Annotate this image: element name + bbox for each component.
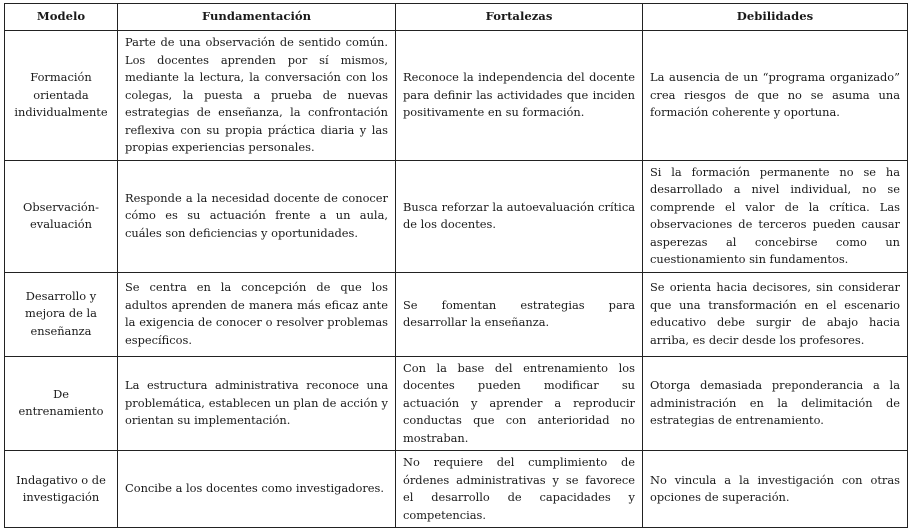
header-fundamentacion: Fundamentación — [118, 4, 396, 31]
cell-fundamentacion: La estructura administrativa reconoce una problemática, establecen un plan de acción y orientan su implementación. — [118, 356, 396, 451]
header-modelo: Modelo — [5, 4, 118, 31]
table-row — [5, 272, 908, 356]
table-row — [5, 451, 908, 528]
cell-fundamentacion: Concibe a los docentes como investigadores. — [118, 451, 396, 528]
cell-modelo: Observación-evaluación — [5, 160, 118, 272]
table-row — [5, 31, 908, 161]
cell-modelo: Indagativo o de investigación — [5, 451, 118, 528]
cell-fundamentacion: Responde a la necesidad docente de conocer cómo es su actuación frente a un aula, cuáles son deficiencias y oportunidades. — [118, 160, 396, 272]
cell-modelo: Desarrollo y mejora de la enseñanza — [5, 272, 118, 356]
cell-debilidades: La ausencia de un “programa organizado” crea riesgos de que no se asuma una formación coherente y oportuna. — [643, 31, 908, 161]
cell-debilidades: Si la formación permanente no se ha desarrollado a nivel individual, no se comprende el valor de la crítica. Las observaciones de terceros pueden causar asperezas al concebirse como un cuestionamiento sin fundamentos. — [643, 160, 908, 272]
cell-fortalezas: Se fomentan estrategias para desarrollar la enseñanza. — [396, 272, 643, 356]
cell-fortalezas: No requiere del cumplimiento de órdenes administrativas y se favorece el desarrollo de capacidades y competencias. — [396, 451, 643, 528]
cell-fortalezas: Reconoce la independencia del docente para definir las actividades que inciden positivamente en su formación. — [396, 31, 643, 161]
header-fortalezas: Fortalezas — [396, 4, 643, 31]
cell-fundamentacion: Se centra en la concepción de que los adultos aprenden de manera más eficaz ante la exigencia de conocer o resolver problemas específicos. — [118, 272, 396, 356]
cell-modelo: Formación orientada individualmente — [5, 31, 118, 161]
models-comparison-table — [4, 3, 908, 528]
cell-fortalezas: Con la base del entrenamiento los docentes pueden modificar su actuación y aprender a reproducir conductas que con anterioridad no mostraban. — [396, 356, 643, 451]
cell-fortalezas: Busca reforzar la autoevaluación crítica de los docentes. — [396, 160, 643, 272]
cell-modelo: De entrenamiento — [5, 356, 118, 451]
cell-debilidades: Se orienta hacia decisores, sin considerar que una transformación en el escenario educativo debe surgir de abajo hacia arriba, es decir desde los profesores. — [643, 272, 908, 356]
cell-debilidades: No vincula a la investigación con otras opciones de superación. — [643, 451, 908, 528]
table-row — [5, 160, 908, 272]
cell-fundamentacion: Parte de una observación de sentido común. Los docentes aprenden por sí mismos, mediante la lectura, la conversación con los colegas, la puesta a prueba de nuevas estrategias de enseñanza, la confrontación reflexiva con su propia práctica diaria y las propias experiencias personales. — [118, 31, 396, 161]
cell-debilidades: Otorga demasiada preponderancia a la administración en la delimitación de estrategias de entrenamiento. — [643, 356, 908, 451]
header-debilidades: Debilidades — [643, 4, 908, 31]
header-row — [5, 4, 908, 31]
table-row — [5, 356, 908, 451]
